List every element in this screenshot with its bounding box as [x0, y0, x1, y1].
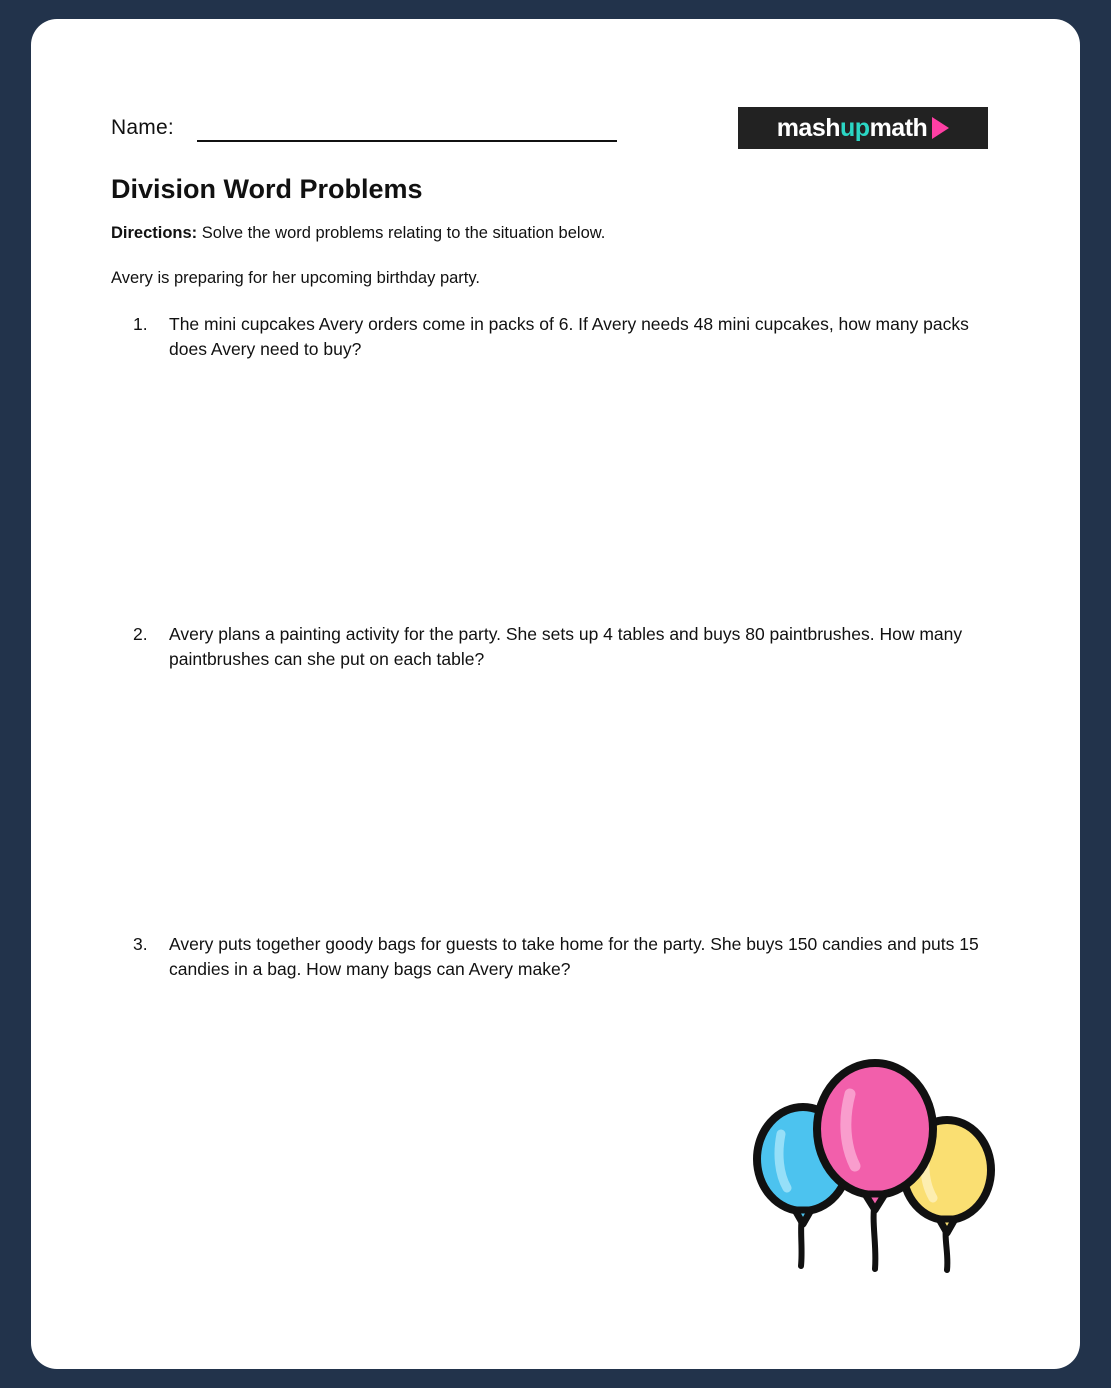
balloons-illustration [751, 1014, 1011, 1279]
problem-number: 1. [133, 314, 148, 334]
directions-label: Directions: [111, 224, 198, 242]
problem-item [113, 312, 993, 361]
mashup-math-logo [738, 107, 988, 149]
logo-text-math: math [869, 113, 928, 142]
problem-number: 3. [133, 934, 148, 954]
logo-text-up: up [840, 113, 870, 142]
problem-item [113, 622, 993, 671]
problem-text: Avery puts together goody bags for guests to take home for the party. She buys 150 candies and puts 15 candies in a bag. How many bags can Avery make? [169, 934, 979, 979]
problem-text: Avery plans a painting activity for the party. She sets up 4 tables and buys 80 paintbrushes. How many paintbrushes can she put on each table? [169, 624, 963, 669]
directions-line [111, 224, 605, 243]
logo-text-mash: mash [776, 113, 841, 142]
name-write-line[interactable] [197, 140, 617, 142]
name-label: Name: [111, 116, 174, 139]
worksheet-sheet [31, 19, 1080, 1369]
page-title: Division Word Problems [111, 174, 423, 204]
problem-text: The mini cupcakes Avery orders come in packs of 6. If Avery needs 48 mini cupcakes, how many packs does Avery need to buy? [169, 314, 969, 359]
worksheet-content [31, 19, 1080, 1369]
problem-number: 2. [133, 624, 148, 644]
directions-text: Solve the word problems relating to the situation below. [197, 224, 606, 242]
scenario-text: Avery is preparing for her upcoming birthday party. [111, 269, 480, 287]
play-triangle-icon [932, 117, 949, 139]
problem-item [113, 932, 993, 981]
